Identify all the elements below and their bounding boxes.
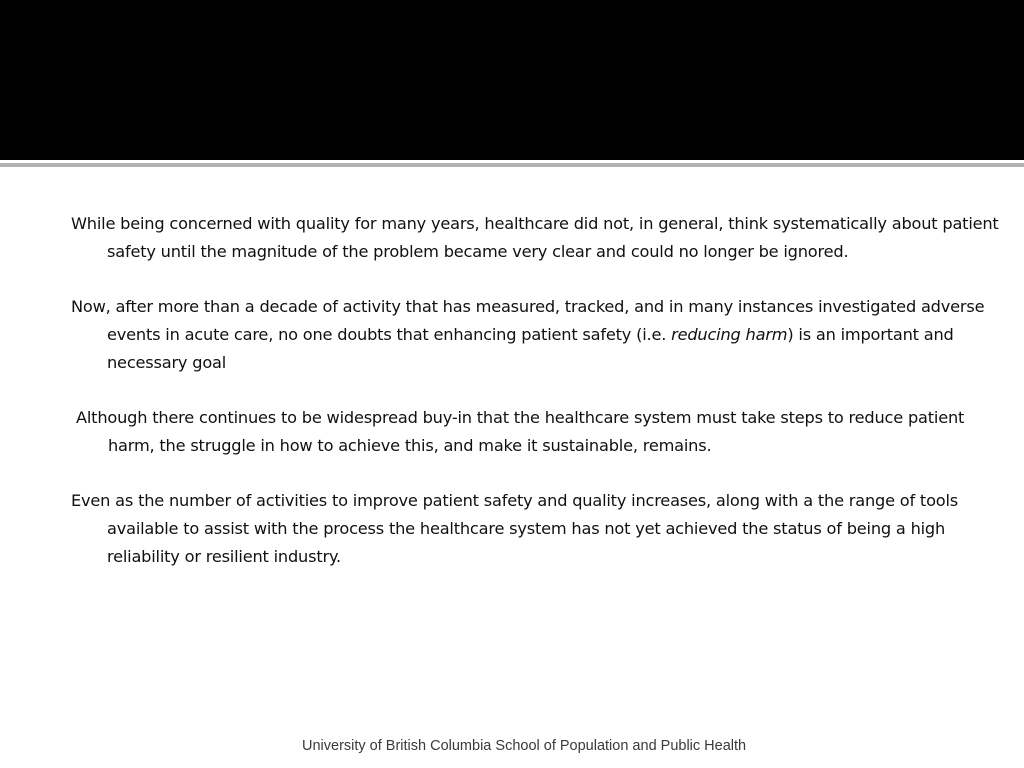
paragraph-safety-goal-end: ) is an important and necessary goal (107, 325, 959, 372)
paragraph-sustainability: Although there continues to be widespread buy-in that the healthcare system must take steps to reduce patient harm, the struggle in how to achieve this, and make it sustainable, remains. (76, 408, 970, 455)
slide-footer: University of British Columbia School of Population and Public Health (302, 738, 747, 754)
slide-body (71, 210, 1004, 598)
paragraph-reliability: Even as the number of activities to improve patient safety and quality increases, along with a the range of tools available to assist with the process the healthcare system has not yet achieved the status of being a high reliability or resilient industry. (71, 491, 963, 566)
paragraph-safety-goal (71, 293, 1001, 377)
reducing-harm-emphasis: reducing harm (671, 325, 788, 344)
paragraph-quality-history: While being concerned with quality for many years, healthcare did not, in general, think systematically about patient safety until the magnitude of the problem became very clear and could no longer be ignored. (71, 214, 1004, 261)
title-bar (0, 0, 1024, 160)
title-divider (0, 163, 1024, 167)
paragraph-safety-goal-text: Now, after more than a decade of activity that has measured, tracked, and in many instances investigated adverse events in acute care, no one doubts that enhancing patient safety (i.e. (71, 297, 990, 344)
